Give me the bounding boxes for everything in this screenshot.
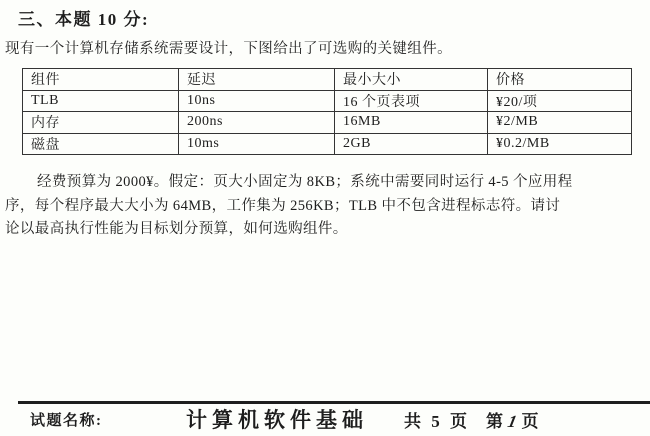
cell-component: 内存 [23,112,179,134]
cell-price: ¥0.2/MB [488,133,632,155]
paragraph-line: 序，每个程序最大大小为 64MB，工作集为 256KB；TLB 中不包含进程标志符。请讨 [5,197,561,214]
footer-page-info [404,407,542,432]
table-row [23,112,632,134]
question-paragraph [5,171,647,242]
cell-min-size: 2GB [335,133,488,155]
cell-component: 磁盘 [23,133,179,155]
paragraph-line: 经费预算为 2000¥。假定：页大小固定为 8KB；系统中需要同时运行 4-5 个应用程 [37,174,573,190]
total-pages: 共 5 页 [404,412,470,431]
cell-price: ¥20/项 [488,90,632,112]
cell-component: TLB [23,90,179,112]
current-page-suffix: 页 [521,412,542,431]
table-row [23,133,632,155]
paragraph-line: 论以最高执行性能为目标划分预算，如何选购组件。 [5,221,348,237]
table-header-row [23,69,632,91]
current-page-number: 1 [506,412,522,431]
cell-min-size: 16MB [335,112,488,134]
section-title: 三、本题 10 分: [18,10,150,29]
header-cell-component: 组件 [23,69,179,91]
current-page-prefix: 第 [486,412,506,431]
question-intro: 现有一个计算机存储系统需要设计，下图给出了可选购的关键组件。 [5,41,452,57]
footer-exam-name-label: 试题名称: [30,413,103,429]
components-table [22,68,632,155]
cell-latency: 200ns [179,112,335,134]
header-cell-latency: 延迟 [179,69,335,91]
table-row [23,90,632,112]
cell-price: ¥2/MB [488,112,632,134]
cell-latency: 10ms [179,133,335,155]
header-cell-price: 价格 [488,69,632,91]
header-cell-min-size: 最小大小 [335,69,488,91]
footer-exam-subject: 计算机软件基础 [186,408,368,432]
cell-min-size: 16 个页表项 [335,90,488,112]
cell-latency: 10ns [179,90,335,112]
